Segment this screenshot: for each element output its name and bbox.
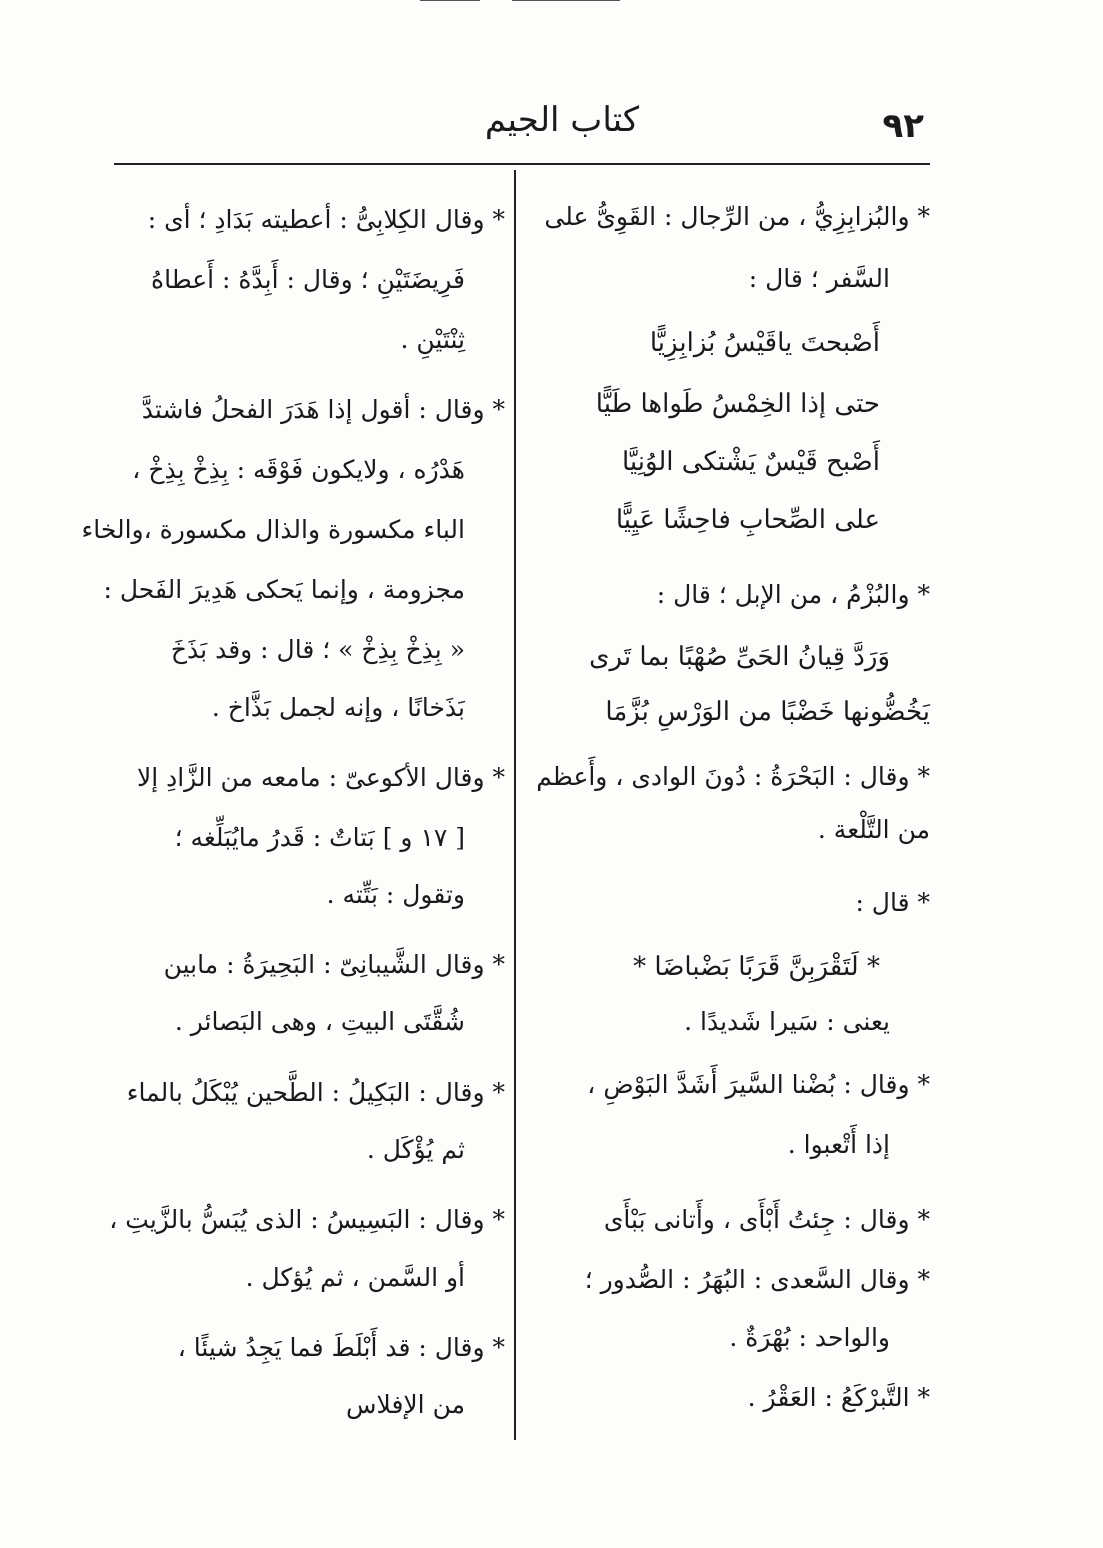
text-line: * وقال : أقول إذا هَدَرَ الفحلُ فاشتدَّ: [141, 395, 505, 424]
text-line: السَّفر ؛ قال :: [748, 264, 890, 293]
column-divider: [514, 170, 516, 1440]
text-line: من التَّلْعة .: [817, 815, 930, 844]
verse-line: أَصْبحتَ ياقَيْسُ بُزابِزِيًّا: [649, 328, 880, 358]
text-line: وتقول : بَتِّته .: [326, 880, 465, 909]
text-line: فَرِيضَتَيْنِ ؛ وقال : أَبِدَّهُ : أَعطاهُ: [151, 265, 465, 294]
text-line: من الإفلاس: [346, 1390, 465, 1419]
header-rule: [114, 163, 930, 165]
text-line: شُقَّتَى البيتِ ، وهى البَصائر .: [174, 1007, 465, 1036]
text-line: * وقال : البَسِيسُ : الذى يُبَسُّ بالزَّيتِ ،: [109, 1205, 505, 1234]
text-line: * وقال الشَّيبانِىّ : البَحِيرَةُ : مابين: [163, 950, 505, 979]
text-line: * وقال : قد أَبْلَطَ فما يَجِدُ شيئًا ،: [177, 1333, 505, 1362]
text-line: * وقال الكِلابِىُّ : أعطيته بَدَادِ ؛ أى :: [147, 205, 505, 234]
verse-line: * لَتَقْرَبِنَّ قَرَبًا بَضْباضَا *: [633, 952, 880, 982]
text-line: * وقال : البَحْرَةُ : دُونَ الوادى ، وأَعظم: [536, 762, 930, 791]
text-line: [ ١٧ و ] بَتاتٌ : قَدرُ مايُبَلِّغه ؛: [174, 823, 465, 852]
text-line: * قال :: [855, 888, 930, 917]
text-line: * والبُزْمُ ، من الإبل ؛ قال :: [656, 580, 930, 609]
page-header: [112, 100, 930, 164]
text-line: * التَّبرْكَعُ : العَقْرُ .: [747, 1383, 930, 1412]
verse-line: أَصْبح قَيْسٌ يَشْتكى الوُنِيَّا: [621, 447, 880, 477]
text-line: يعنى : سَيرا شَديدًا .: [684, 1007, 890, 1036]
text-line: * والبُزابِزِيُّ ، من الرِّجال : القَوِىُّ على: [544, 202, 930, 231]
text-line: والواحد : بُهْرَةٌ .: [729, 1323, 890, 1352]
text-line: بَذَخانًا ، وإنه لجمل بَذَّاخ .: [211, 693, 465, 722]
text-line: * وقال : البَكِيلُ : الطَّحين يُبْكَلُ بالماء: [126, 1078, 505, 1107]
text-line: إذا أَتْعبوا .: [787, 1130, 890, 1159]
text-line: * وقال : جِئتُ أَبْأَى ، وأَتانى بَبْأَى: [603, 1205, 930, 1234]
text-line: ثِنْتَيْنِ .: [400, 325, 465, 354]
verse-line: على الصِّحابِ فاحِشًا عَيِيًّا: [615, 505, 880, 535]
text-line: * وقال : بُضْنا السَّيرَ أَشَدَّ البَوْضِ ،: [587, 1070, 930, 1099]
text-line: هَدْرُه ، ولايكون فَوْقَه : بِذِخْ بِذِخْ ،: [132, 455, 465, 484]
top-edge-mark: [420, 0, 480, 1]
text-line: أو السَّمن ، ثم يُؤكل .: [245, 1263, 465, 1292]
top-edge-mark: [512, 0, 620, 1]
top-edge-marks: [420, 0, 640, 6]
verse-line: وَرَدَّ قِيانُ الحَىِّ صُهْبًا بما تَرى: [589, 642, 890, 672]
text-line: * وقال الأكوعىّ : مامعه من الزَّادِ إلا: [136, 763, 505, 792]
page-number: ٩٢: [882, 106, 924, 146]
verse-line: حتى إذا الخِمْسُ طَواها طَيًّا: [595, 389, 880, 419]
text-line: « بِذِخْ بِذِخْ » ؛ قال : وقد بَذَخَ: [170, 635, 465, 664]
text-line: الباء مكسورة والذال مكسورة ،والخاء: [81, 515, 465, 544]
verse-line: يَخُضُّونها خَضْبًا من الوَرْسِ بُزَّمَا: [605, 697, 930, 727]
text-line: مجزومة ، وإنما يَحكى هَدِيرَ الفَحل :: [103, 575, 465, 604]
text-line: ثم يُؤْكَل .: [366, 1135, 465, 1164]
running-title: كتاب الجيم: [484, 100, 640, 140]
text-line: * وقال السَّعدى : البُهَرُ : الصُّدور ؛: [584, 1265, 930, 1294]
